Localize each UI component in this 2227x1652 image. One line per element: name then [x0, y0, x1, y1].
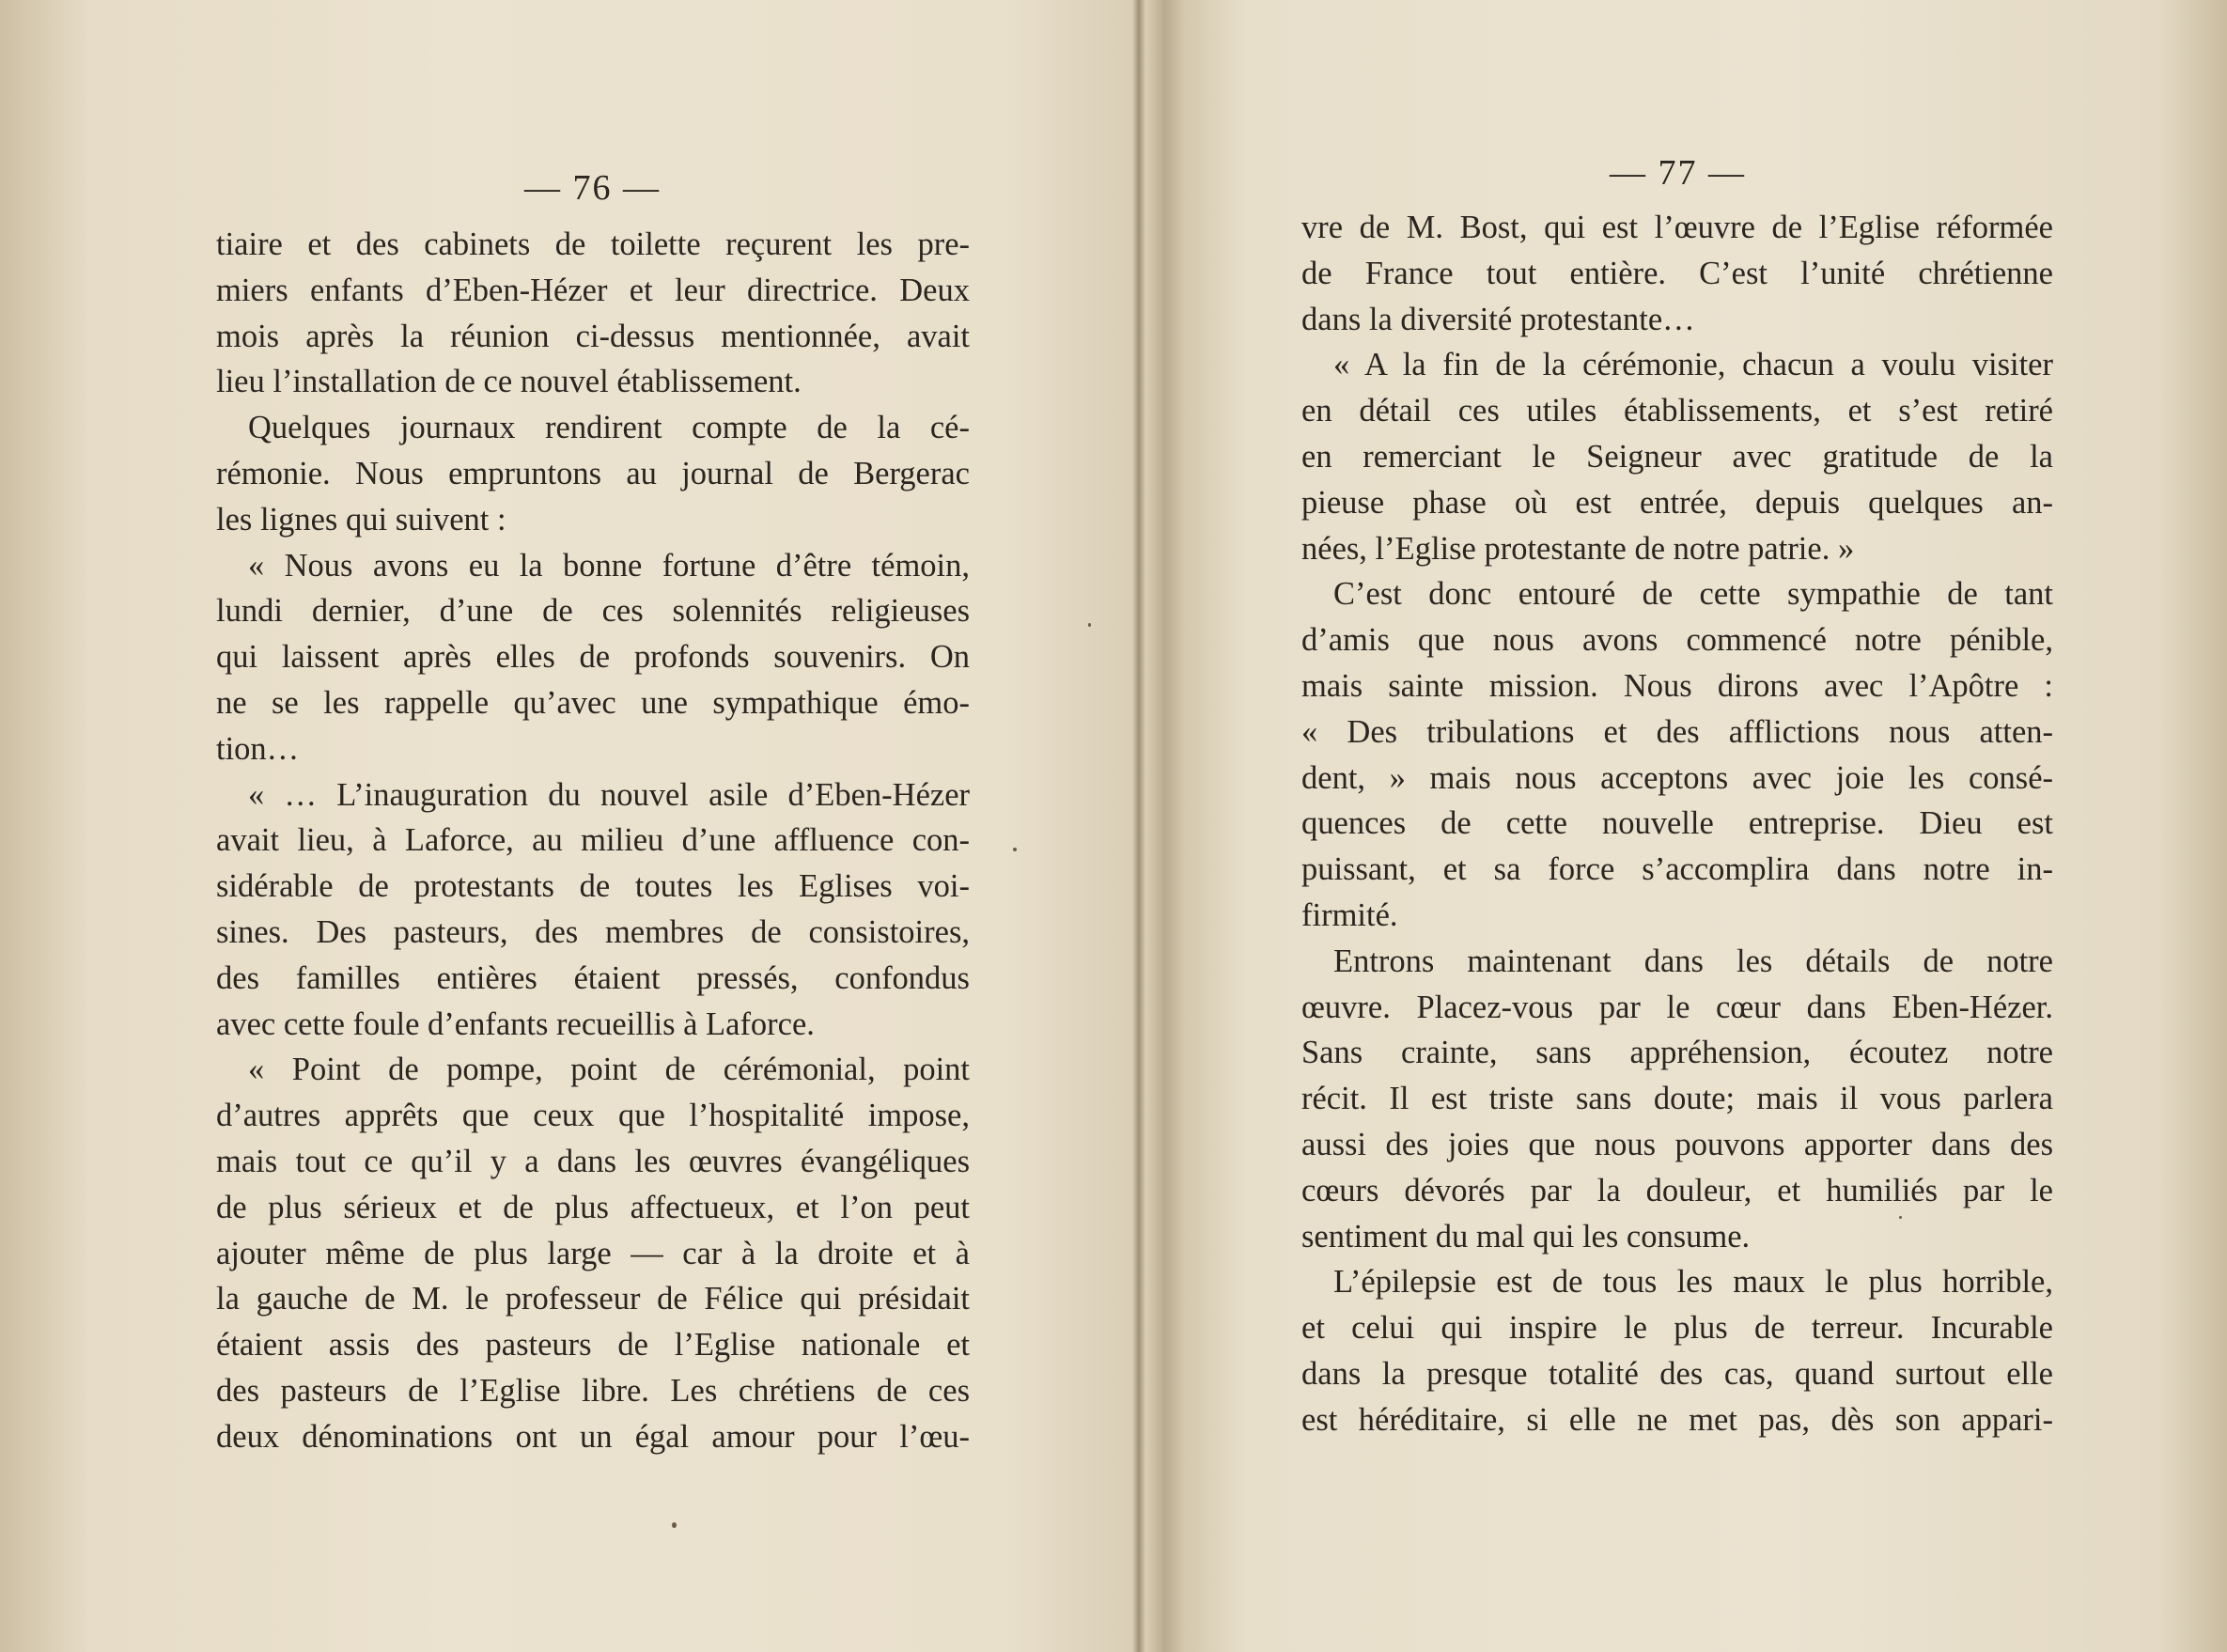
page-text [216, 222, 970, 1460]
ink-speck [1899, 1216, 1902, 1219]
text-line: « Des tribulations et des afflictions nous atten- [1301, 713, 2053, 750]
text-line: étaient assis des pasteurs de l’Eglise nationale et [216, 1327, 970, 1364]
text-line: est héréditaire, si elle ne met pas, dès son appari- [1301, 1401, 2053, 1438]
text-line: tiaire et des cabinets de toilette reçurent les pre- [216, 226, 970, 262]
text-line: « A la fin de la cérémonie, chacun a voulu visiter [1333, 347, 2053, 383]
text-line: mais tout ce qu’il y a dans les œuvres évangéliques [216, 1143, 970, 1179]
text-line: ajouter même de plus large — car à la droite et à [216, 1235, 970, 1271]
text-line: lundi dernier, d’une de ces solennités religieuses [216, 593, 970, 630]
ink-speck [1013, 848, 1017, 851]
text-line: puissant, et sa force s’accomplira dans notre in- [1301, 851, 2053, 888]
text-line: deux dénominations ont un égal amour pour l’œu- [216, 1418, 970, 1455]
text-line: Entrons maintenant dans les détails de notre [1333, 943, 2053, 979]
text-line: mais sainte mission. Nous dirons avec l’Apôtre : [1301, 667, 2053, 704]
text-line: « Point de pompe, point de cérémonial, point [248, 1052, 970, 1088]
page-number: — 77 — [1610, 153, 1746, 193]
text-line: tion… [216, 730, 300, 767]
text-line: pieuse phase où est entrée, depuis quelques an- [1301, 484, 2053, 521]
text-line: de France tout entière. C’est l’unité chrétienne [1301, 255, 2053, 291]
text-line: dans la diversité protestante… [1301, 301, 1695, 337]
text-line: ne se les rappelle qu’avec une sympathique émo- [216, 684, 970, 721]
text-line: « … L’inauguration du nouvel asile d’Eben-Hézer [248, 776, 970, 813]
text-line: L’épilepsie est de tous les maux le plus horrible, [1333, 1264, 2053, 1301]
text-line: vre de M. Bost, qui est l’œuvre de l’Eglise réformée [1301, 210, 2053, 245]
text-line: avec cette foule d’enfants recueillis à Laforce. [216, 1005, 815, 1042]
text-line: aussi des joies que nous pouvons apporter dans des [1301, 1126, 2053, 1162]
text-line: œuvre. Placez-vous par le cœur dans Eben-Hézer. [1301, 989, 2053, 1025]
ink-speck [1088, 623, 1091, 627]
text-line: et celui qui inspire le plus de terreur. Incurable [1301, 1310, 2053, 1347]
text-line: quences de cette nouvelle entreprise. Dieu est [1301, 805, 2053, 842]
text-line: la gauche de M. le professeur de Félice qui présidait [216, 1281, 970, 1317]
text-line: rémonie. Nous empruntons au journal de Bergerac [216, 455, 970, 491]
text-line: d’autres apprêts que ceux que l’hospitalité impose, [216, 1098, 970, 1134]
text-line: firmité. [1301, 896, 1398, 933]
text-line: sidérable de protestants de toutes les Eglises voi- [216, 868, 970, 905]
text-line: C’est donc entouré de cette sympathie de tant [1333, 576, 2053, 613]
text-line: mois après la réunion ci-dessus mentionnée, avait [216, 318, 970, 354]
page-text [1301, 205, 2053, 1443]
page-number: — 76 — [524, 168, 661, 208]
text-line: Sans crainte, sans appréhension, écoutez notre [1301, 1035, 2053, 1071]
text-line: « Nous avons eu la bonne fortune d’être témoin, [248, 547, 970, 584]
text-line: Quelques journaux rendirent compte de la cé- [248, 410, 970, 446]
text-line: miers enfants d’Eben-Hézer et leur directrice. Deux [216, 272, 970, 308]
right-page [1145, 0, 2227, 1652]
text-line: nées, l’Eglise protestante de notre patrie. » [1301, 530, 1855, 567]
book-gutter [1132, 0, 1145, 1652]
text-line: d’amis que nous avons commencé notre pénible, [1301, 622, 2053, 659]
text-line: sentiment du mal qui les consume. [1301, 1218, 1751, 1255]
text-line: dans la presque totalité des cas, quand surtout elle [1301, 1355, 2053, 1392]
text-line: qui laissent après elles de profonds souvenirs. On [216, 639, 970, 676]
text-line: dent, » mais nous acceptons avec joie les consé- [1301, 759, 2053, 796]
text-line: des pasteurs de l’Eglise libre. Les chrétiens de ces [216, 1372, 970, 1409]
ink-speck [672, 1522, 677, 1528]
text-line: des familles entières étaient pressés, confondus [216, 959, 970, 996]
text-line: récit. Il est triste sans doute; mais il vous parlera [1301, 1081, 2053, 1117]
text-line: en détail ces utiles établissements, et s’est retiré [1301, 393, 2053, 429]
text-line: de plus sérieux et de plus affectueux, et l’on peut [216, 1189, 970, 1225]
text-line: en remerciant le Seigneur avec gratitude de la [1301, 438, 2053, 475]
text-line: les lignes qui suivent : [216, 501, 506, 538]
text-line: lieu l’installation de ce nouvel établissement. [216, 364, 802, 400]
text-line: cœurs dévorés par la douleur, et humiliés par le [1301, 1172, 2053, 1208]
text-line: avait lieu, à Laforce, au milieu d’une affluence con- [216, 822, 970, 859]
text-line: sines. Des pasteurs, des membres de consistoires, [216, 913, 970, 950]
